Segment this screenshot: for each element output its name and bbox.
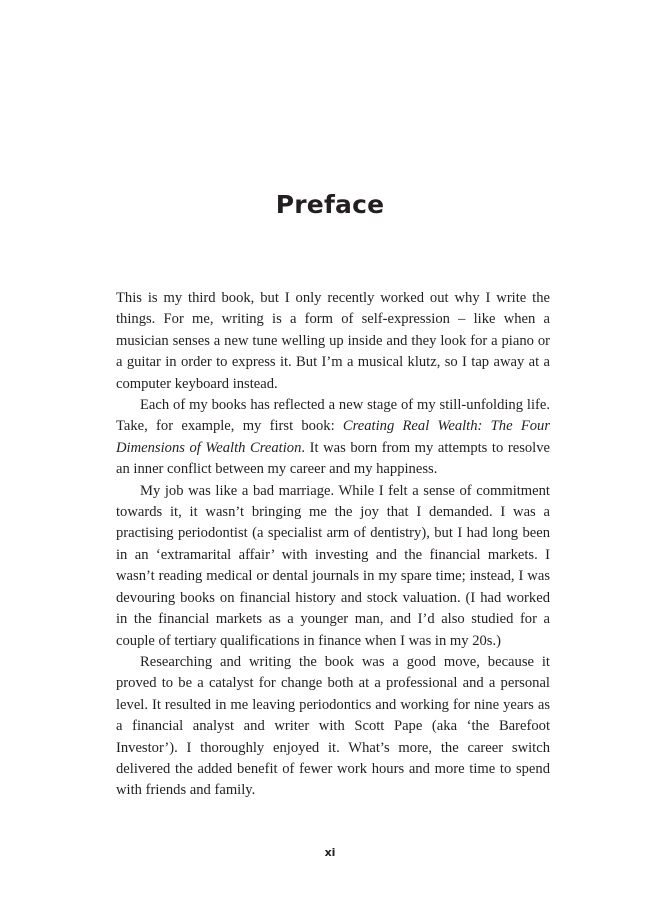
- paragraph-1: [116, 288, 550, 395]
- paragraph-2-text-a: Each of my books has reflected a new stage of my still-unfolding life. Take, for example, my first book:: [116, 397, 550, 435]
- body-text: [116, 288, 550, 802]
- book-title-italic: Creating Real Wealth: The Four Dimensions of Wealth Creation: [116, 418, 551, 456]
- paragraph-4-text: Researching and writing the book was a good move, because it proved to be a catalyst for change both at a professional and a personal level. It resulted in me leaving periodontics and working for nine years as a financial analyst and writer with Scott Pape (aka ‘the Barefoot Investor’). I thoroughly enjoyed it. What’s more, the career switch delivered the added benefit of fewer work hours and more time to spend with friends and family.: [116, 653, 550, 799]
- page-title: Preface: [275, 190, 385, 219]
- page-number: xi: [324, 846, 336, 859]
- paragraph-4: [116, 652, 550, 802]
- paragraph-1-text: This is my third book, but I only recently worked out why I write the things. For me, writing is a form of self-expression – like when a musician senses a new tune welling up inside and they look for a piano or a guitar in order to express it. But I’m a musical klutz, so I tap away at a computer keyboard instead.: [116, 290, 550, 392]
- paragraph-3: [116, 481, 550, 652]
- paragraph-3-text: My job was like a bad marriage. While I felt a sense of commitment towards it, it wasn’t bringing me the joy that I demanded. I was a practising periodontist (a specialist arm of dentistry), but I had long been in an ‘extramarital affair’ with investing and the financial markets. I wasn’t reading medical or dental journals in my spare time; instead, I was devouring books on financial history and stock valuation. (I had worked in the financial markets as a younger man, and I’d also studied for a couple of tertiary qualifications in finance when I was in my 20s.): [116, 482, 550, 649]
- paragraph-2-text-b: . It was born from my attempts to resolve an inner conflict between my career and my happiness.: [116, 439, 551, 478]
- paragraph-2: [116, 395, 550, 481]
